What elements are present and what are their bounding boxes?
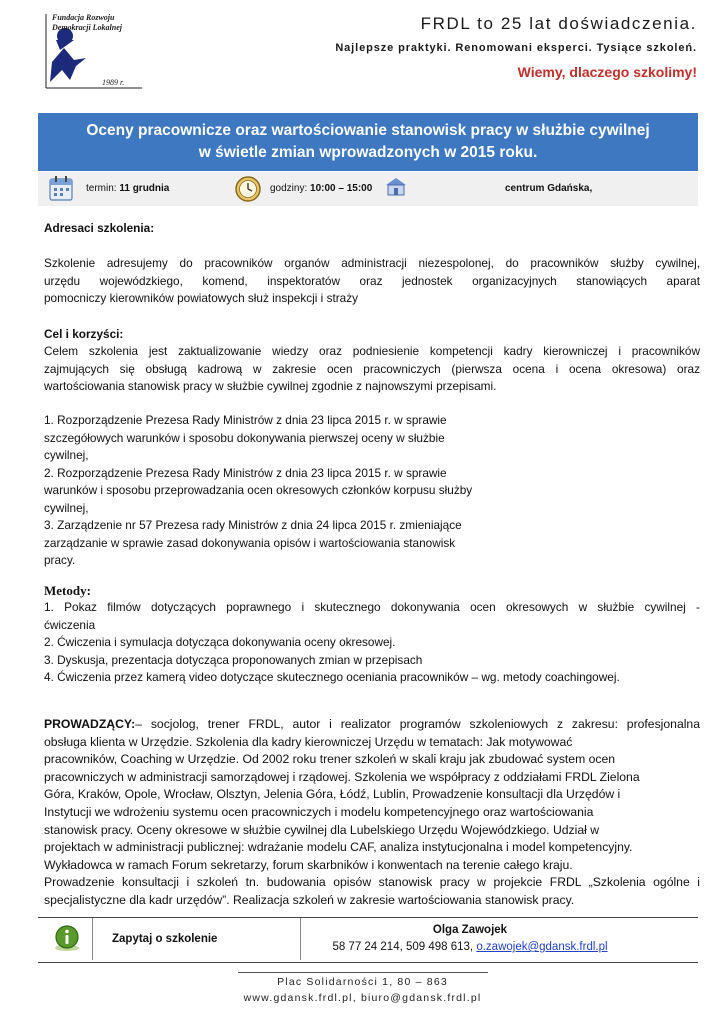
metody-line: ćwiczenia (44, 617, 96, 632)
termin-label: termin: (86, 183, 117, 194)
cel-heading: Cel i korzyści: (44, 327, 124, 341)
header-title: FRDL to 25 lat doświadczenia. (420, 14, 697, 33)
miejsce-value: centrum Gdańska, (505, 183, 593, 194)
contact-details (300, 922, 640, 956)
prowadzacy-line: projektach w administracji publicznej: wdrażanie modelu CAF, analiza instytucjonalna i model kompetencyjny. (44, 840, 633, 855)
footer-web: www.gdansk.frdl.pl, biuro@gdansk.frdl.pl (243, 992, 482, 1004)
contact-divider (92, 918, 93, 960)
logo-org-line1: Fundacja Rozwoju (52, 13, 115, 22)
footer-address: Plac Solidarności 1, 80 – 863 (277, 976, 448, 988)
course-title-line1: Oceny pracownicze oraz wartościowanie stanowisk pracy w służbie cywilnej (86, 122, 650, 139)
legal-act-line: cywilnej, (44, 448, 89, 462)
legal-act-line: pracy. (44, 553, 76, 567)
contact-email-link[interactable]: o.zawojek@gdansk.frdl.pl (476, 941, 608, 953)
termin-value: 11 grudnia (119, 183, 170, 194)
metody-line: 2. Ćwiczenia i symulacja dotycząca dokonywania oceny okresowej. (44, 635, 396, 649)
metody-line: 3. Dyskusja, prezentacja dotycząca proponowanych zmian w przepisach (44, 652, 423, 667)
legal-act-line: zarządzanie w sprawie zasad dokonywania opisów i wartościowania stanowisk (44, 535, 456, 550)
legal-act-line: 1. Rozporządzenie Prezesa Rady Ministrów z dnia 23 lipca 2015 r. w sprawie (44, 413, 447, 427)
prowadzacy-line: specjalistyczne dla kadr urzędów”. Realizacja szkoleń w zakresie wartościowania stanowisk pracy. (44, 892, 575, 907)
legal-acts-list (44, 412, 514, 570)
prowadzacy-line: – socjolog, trener FRDL, autor i realizator programów szkoleniowych z zakresu: profesjonalna (135, 717, 700, 731)
cel-paragraph (44, 343, 700, 396)
metody-list (44, 599, 700, 687)
adresaci-heading: Adresaci szkolenia: (44, 221, 155, 235)
prowadzacy-line: Góra, Kraków, Opole, Wrocław, Olsztyn, Jelenia Góra, Łódź, Lublin, Prowadzenie konsultacji dla Urzędów i (44, 787, 621, 802)
prowadzacy-line: stanowisk pracy. Oceny okresowe w służbie cywilnej dla Lubelskiego Urzędu Wojewódzkiego. Udział w (44, 822, 600, 837)
cel-line: zajmujących się obsługą kadrową w zakresie ocen pracowniczych (pierwsza ocena i ocena okresowa) oraz (44, 361, 700, 376)
logo-org-line2: Demokracji Lokalnej (52, 23, 122, 32)
legal-act-line: 3. Zarządzenie nr 57 Prezesa rady Ministrów z dnia 24 lipca 2015 r. zmieniające (44, 518, 462, 532)
metody-line: 4. Ćwiczenia przez kamerą video dotyczące skutecznego oceniania pracowników – wg. metody coachingowej. (44, 670, 620, 684)
termin (86, 183, 169, 194)
prowadzacy-line: pracowniczych w administracji samorządowej i rządowej. Szkolenia we współpracy z oddziałami FRDL Zielona (44, 769, 640, 784)
godziny (270, 183, 372, 194)
calendar-icon (48, 174, 74, 207)
godziny-label: godziny: (270, 183, 308, 194)
header-subtitle: Najlepsze praktyki. Renomowani eksperci. Tysiące szkoleń. (335, 42, 697, 54)
metody-heading: Metody: (44, 583, 91, 598)
clock-icon (233, 173, 263, 208)
adresaci-line: urzędu wojewódzkiego, komend, inspektoratów oraz jednostek organizacyjnych stanowiących aparat (44, 273, 700, 288)
adresaci-line: pomocniczy kierowników powiatowych służ inspekcji i straży (44, 291, 359, 305)
building-icon (384, 175, 408, 202)
godziny-value: 10:00 – 15:00 (310, 183, 373, 194)
miejsce (505, 183, 592, 194)
adresaci-line: Szkolenie adresujemy do pracowników organów administracji niezespolonej, do pracowników służby cywilnej, (44, 256, 700, 270)
prowadzacy-line: Instytucji we wdrożeniu systemu ocen pracowniczych i modelu kompetencyjnego oraz wartościowania (44, 804, 594, 819)
legal-act-line: 2. Rozporządzenie Prezesa Rady Ministrów z dnia 23 lipca 2015 r. w sprawie (44, 465, 447, 480)
footer-divider (238, 972, 488, 973)
prowadzacy-line: pracowników, Coaching w Urzędzie. Od 2002 roku trener szkoleń w skali kraju jak zbudować system ocen (44, 752, 616, 767)
header-motto: Wiemy, dlaczego szkolimy! (517, 64, 697, 80)
contact-phones: 58 77 24 214, 509 498 613, (332, 941, 477, 953)
prowadzacy-paragraph (44, 716, 700, 910)
logo-year: 1989 r. (102, 78, 125, 87)
course-title-banner (38, 113, 698, 171)
contact-label: Zapytaj o szkolenie (112, 933, 218, 945)
legal-act-line: warunków i sposobu przeprowadzania ocen okresowych członków korpusu służby (44, 483, 473, 497)
info-icon (52, 924, 82, 957)
course-title-line2: w świetle zmian wprowadzonych w 2015 roku. (198, 144, 538, 161)
prowadzacy-first-line (44, 716, 700, 734)
legal-act-line: cywilnej, (44, 500, 89, 515)
prowadzacy-line: obsługa klienta w Urzędzie. Szkolenia dla kadry kierowniczej Urzędu w tematach: Jak motywować (44, 734, 573, 749)
prowadzacy-line: Wykładowca w ramach Forum sekretarzy, forum skarbników i konwentach na terenie całego kraju. (44, 857, 573, 872)
contact-name: Olga Zawojek (432, 924, 508, 936)
logo-org-name (52, 13, 122, 33)
cel-line: wartościowania stanowisk pracy w służbie cywilnej zgodnie z najnowszymi przepisami. (44, 379, 497, 393)
contact-line (300, 939, 640, 956)
cel-line: Celem szkolenia jest zaktualizowanie wiedzy oraz podniesienie kompetencji kadry kierowniczej i pracowników (44, 344, 700, 358)
prowadzacy-line: Prowadzenie konsultacji i szkoleń tn. budowania opisów stanowisk pracy w projekcie FRDL „Szkolenia ogólne i (44, 875, 700, 890)
metody-line: 1. Pokaz filmów dotyczących poprawnego i skutecznego dokonywania ocen okresowych w służbie cywilnej - (44, 600, 700, 614)
adresaci-paragraph (44, 255, 700, 308)
legal-act-line: szczegółowych warunków i sposobu dokonywania pierwszej oceny w służbie (44, 430, 445, 445)
prowadzacy-heading: PROWADZĄCY: (44, 717, 136, 731)
